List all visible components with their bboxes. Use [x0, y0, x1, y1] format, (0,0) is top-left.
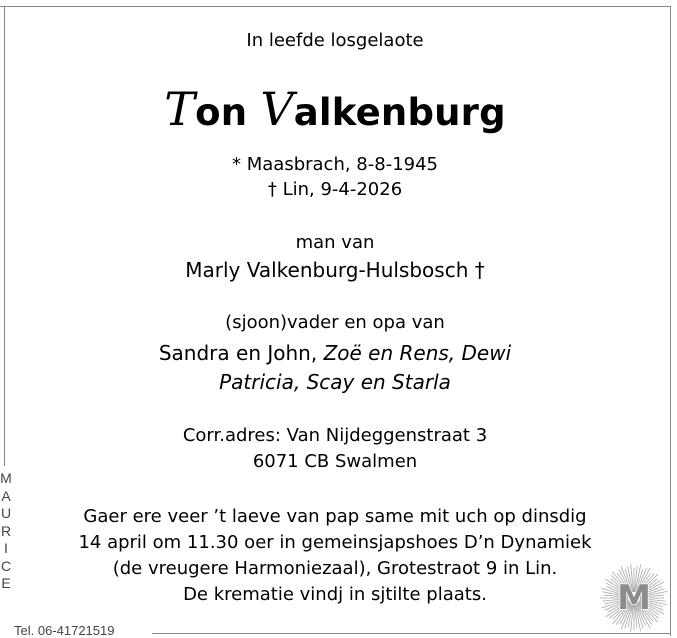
side-brand-vertical — [0, 470, 12, 593]
side-brand-letter: U — [0, 505, 12, 521]
frame-top-line — [0, 6, 670, 7]
ceremony-line-4: De krematie vindj in sjtilte plaats. — [183, 584, 487, 605]
family-intro: (sjoon)vader en opa van — [225, 312, 445, 333]
side-brand-letter: C — [0, 557, 12, 574]
children-line-2: Patricia, Scay en Starla — [219, 370, 451, 394]
side-brand-letter: R — [0, 522, 12, 539]
side-brand-letter: M — [0, 470, 12, 486]
ceremony-line-2: 14 april om 11.30 oer in gemeinsjapshoes D’n Dynamiek — [78, 532, 592, 553]
phone-number: Tel. 06-41721519 — [14, 623, 115, 638]
name-rest-last: alkenburg — [293, 91, 506, 134]
children-line-1-plain: Sandra en John, — [158, 341, 324, 365]
side-brand-letter: E — [1, 575, 11, 591]
spouse-intro: man van — [295, 232, 375, 253]
intro-text: In leefde losgelaote — [246, 30, 424, 51]
address-line-2: 6071 CB Swalmen — [252, 451, 418, 472]
spouse-name: Marly Valkenburg-Hulsbosch † — [185, 258, 485, 282]
children-line-1-italic: Zoë en Rens, Dewi — [323, 341, 512, 365]
frame-right-line — [670, 6, 671, 636]
dandelion-logo-icon — [598, 562, 670, 634]
side-brand-letter: A — [1, 487, 11, 504]
children-line-1 — [0, 341, 670, 365]
ceremony-line-1: Gaer ere veer ’t laeve van pap same mit uch op dinsdig — [83, 506, 587, 527]
logo-letter: M — [617, 578, 651, 618]
name-initial-last: V — [260, 82, 294, 136]
address-line-1: Corr.adres: Van Nijdeggenstraat 3 — [182, 425, 488, 446]
name-initial-first: T — [164, 82, 196, 136]
ceremony-line-3: (de vreugere Harmoniezaal), Grotestraot 9 in Lin. — [112, 558, 558, 579]
frame-bottom-line — [152, 633, 671, 634]
born-line: * Maasbrach, 8-8-1945 — [232, 154, 438, 175]
name-rest-first: on — [195, 91, 261, 134]
died-line: † Lin, 9-4-2026 — [267, 179, 403, 200]
side-brand-letter: I — [4, 540, 8, 556]
deceased-name — [0, 82, 670, 136]
